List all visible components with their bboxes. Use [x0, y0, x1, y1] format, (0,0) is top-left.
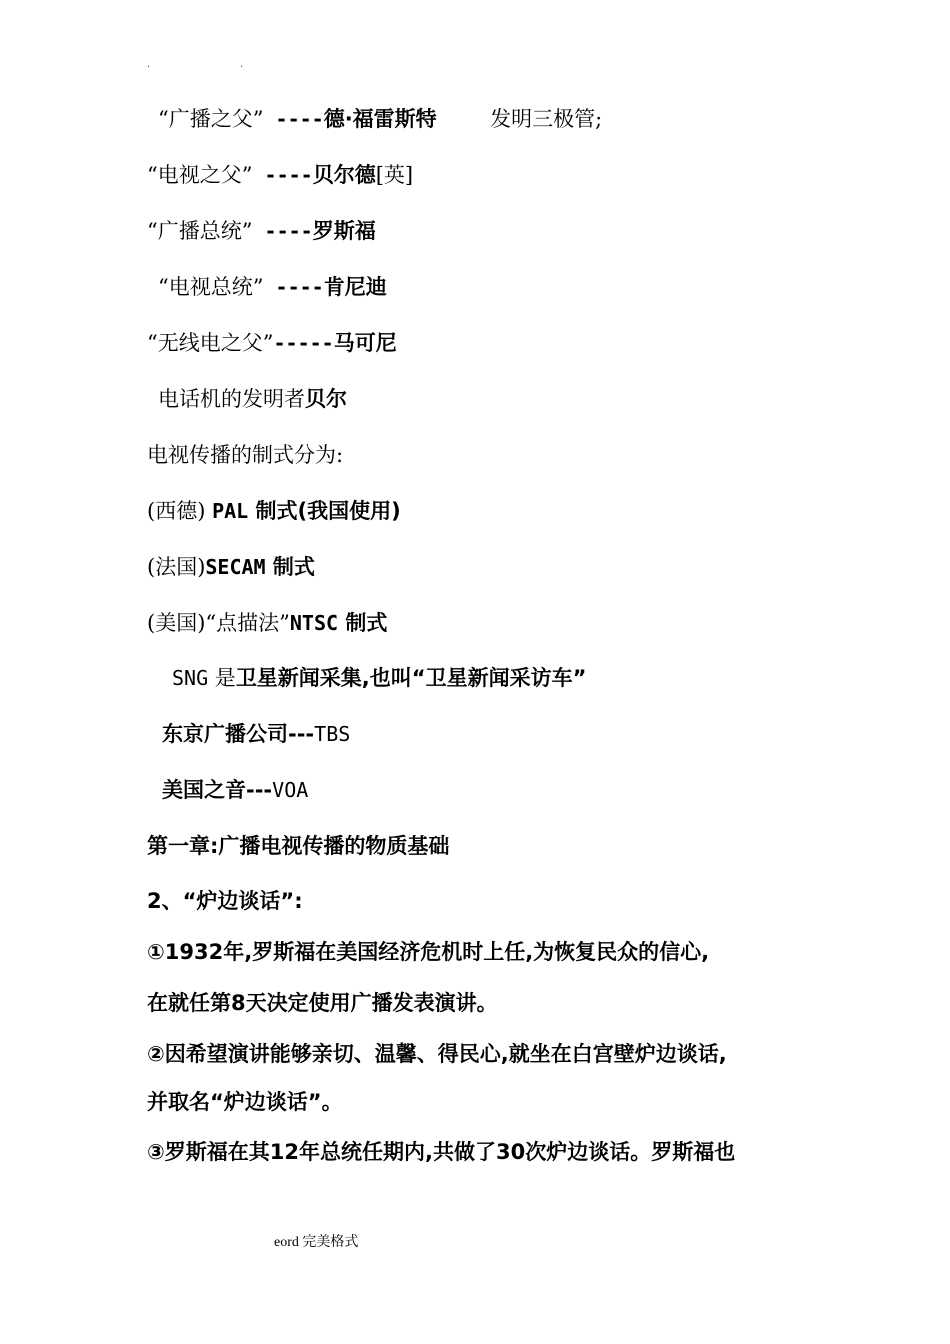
organization-name: 美国之音---: [162, 778, 273, 802]
paragraph-line: [147, 988, 498, 1018]
quote-term: “广播之父”: [158, 107, 264, 131]
line-sng: [172, 663, 586, 693]
spacer: [437, 107, 490, 131]
person-name: 肯尼迪: [323, 275, 387, 299]
dash: ----: [263, 275, 324, 299]
acronym: SNG: [172, 666, 209, 690]
line-tv-father: [147, 160, 413, 190]
quote-term: “电视总统”: [158, 275, 264, 299]
note-text: [英]: [375, 163, 414, 187]
header-mark-right: .: [240, 59, 244, 70]
person-name: 德·福雷斯特: [323, 107, 437, 131]
line-tv-president: [158, 272, 387, 302]
page-footer: eord 完美格式: [274, 1235, 359, 1250]
line-secam-standard: [147, 552, 315, 582]
person-name: 贝尔德: [312, 163, 376, 187]
section-heading: [147, 886, 303, 916]
header-mark-left: .: [147, 59, 151, 70]
note-text: 发明三极管;: [490, 107, 603, 131]
connector-text: 是: [208, 666, 236, 690]
body-text: 电视传播的制式分为:: [147, 443, 344, 467]
chapter-title: 第一章:广播电视传播的物质基础: [147, 834, 450, 858]
standard-code: NTSC: [289, 611, 339, 635]
paragraph-text: ③罗斯福在其12年总统任期内,共做了30次炉边谈话。罗斯福也: [147, 1140, 736, 1164]
organization-name: 东京广播公司---: [162, 722, 315, 746]
line-radio-father: [158, 104, 602, 134]
dash: ----: [252, 219, 313, 243]
definition-text: 卫星新闻采集,也叫“卫星新闻采访车”: [235, 666, 587, 690]
line-voa: [162, 775, 308, 805]
paragraph-text: ①1932年,罗斯福在美国经济危机时上任,为恢复民众的信心,: [147, 940, 710, 964]
suffix-text: 制式: [338, 611, 388, 635]
acronym: TBS: [314, 722, 351, 746]
country-text: (西德): [147, 499, 206, 523]
prefix-text: 电话机的发明者: [158, 387, 305, 411]
person-name: 罗斯福: [312, 219, 376, 243]
standard-code: SECAM: [205, 555, 266, 579]
suffix-text: 制式(我国使用): [248, 499, 401, 523]
country-text: (法国): [147, 555, 206, 579]
line-tv-standards-heading: [147, 440, 343, 470]
line-ntsc-standard: [147, 608, 387, 638]
standard-code: PAL: [212, 499, 249, 523]
chapter-heading: [147, 831, 449, 861]
paragraph-line: [147, 1087, 343, 1117]
paragraph-text: ②因希望演讲能够亲切、温馨、得民心,就坐在白宫壁炉边谈话,: [147, 1042, 727, 1066]
person-name: 贝尔: [305, 387, 347, 411]
paragraph-line: [147, 937, 709, 967]
country-text: (美国)“点描法”: [147, 611, 290, 635]
line-radio-president: [147, 216, 376, 246]
quote-term: “广播总统”: [147, 219, 253, 243]
paragraph-line: [147, 1039, 727, 1069]
paragraph-text: 并取名“炉边谈话”。: [147, 1090, 343, 1114]
acronym: VOA: [272, 778, 309, 802]
person-name: 马可尼: [333, 331, 397, 355]
quote-term: “无线电之父”: [147, 331, 274, 355]
dash: -----: [273, 331, 334, 355]
suffix-text: 制式: [265, 555, 315, 579]
quote-term: “电视之父”: [147, 163, 253, 187]
dash: ----: [263, 107, 324, 131]
line-tbs: [162, 719, 350, 749]
line-wireless-father: [147, 328, 397, 358]
section-title: 2、“炉边谈话”:: [147, 889, 303, 913]
line-pal-standard: [147, 496, 401, 526]
line-telephone-inventor: [158, 384, 347, 414]
paragraph-text: 在就任第8天决定使用广播发表演讲。: [147, 991, 498, 1015]
paragraph-line: [147, 1137, 735, 1167]
dash: ----: [252, 163, 313, 187]
